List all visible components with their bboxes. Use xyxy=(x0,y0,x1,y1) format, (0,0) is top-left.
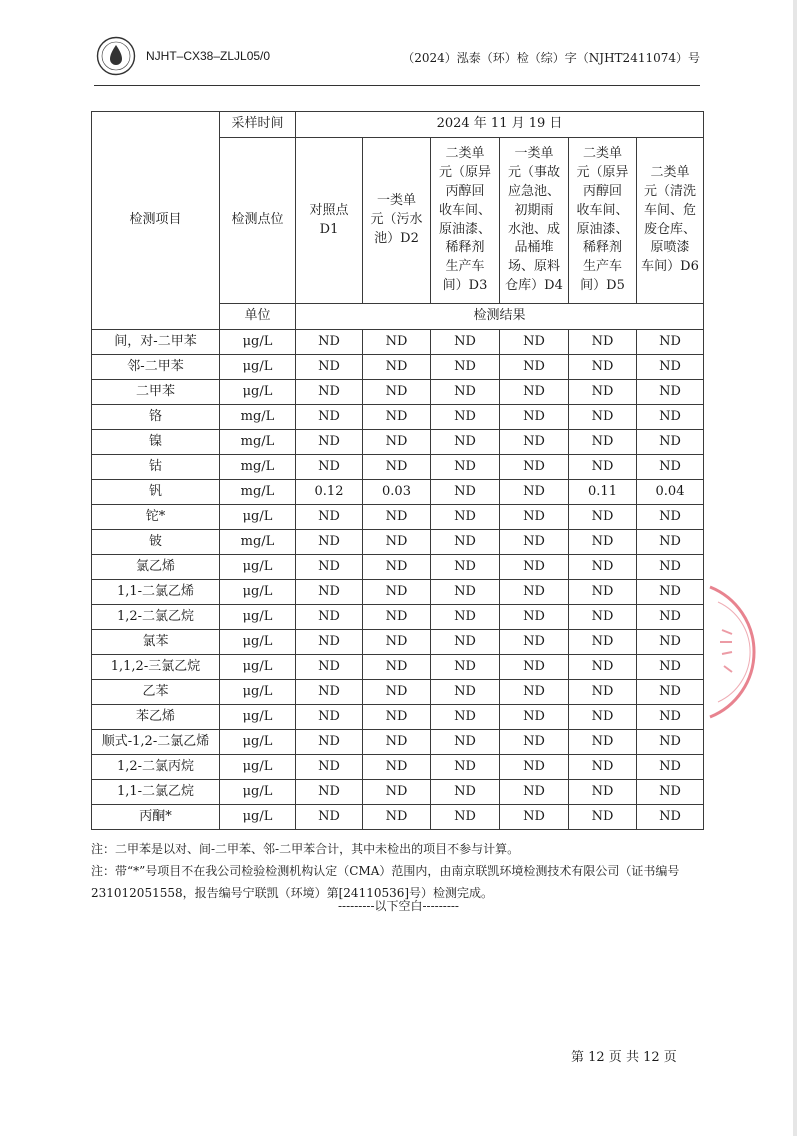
item-name: 氯乙烯 xyxy=(92,555,220,580)
result-value: 0.12 xyxy=(296,480,363,505)
result-value: ND xyxy=(431,330,500,355)
result-value: ND xyxy=(363,655,431,680)
table-row xyxy=(92,530,704,555)
item-name: 1,1-二氯乙烷 xyxy=(92,780,220,805)
result-value: ND xyxy=(500,330,569,355)
result-value: ND xyxy=(431,805,500,830)
result-value: ND xyxy=(363,755,431,780)
result-value: ND xyxy=(637,555,704,580)
result-value: ND xyxy=(569,580,637,605)
result-value: ND xyxy=(637,380,704,405)
result-value: 0.03 xyxy=(363,480,431,505)
result-value: ND xyxy=(363,430,431,455)
result-value: ND xyxy=(500,730,569,755)
item-unit: μg/L xyxy=(220,555,296,580)
result-value: ND xyxy=(637,530,704,555)
result-value: ND xyxy=(569,605,637,630)
table-row xyxy=(92,655,704,680)
item-unit: μg/L xyxy=(220,605,296,630)
result-value: ND xyxy=(500,680,569,705)
result-value: ND xyxy=(431,430,500,455)
result-value: ND xyxy=(431,355,500,380)
item-unit: μg/L xyxy=(220,380,296,405)
item-unit: μg/L xyxy=(220,680,296,705)
result-value: ND xyxy=(363,580,431,605)
result-value: ND xyxy=(569,355,637,380)
result-value: ND xyxy=(431,555,500,580)
result-value: ND xyxy=(569,680,637,705)
result-value: ND xyxy=(363,605,431,630)
item-name: 1,2-二氯乙烷 xyxy=(92,605,220,630)
result-value: ND xyxy=(637,580,704,605)
result-value: ND xyxy=(637,680,704,705)
item-unit: mg/L xyxy=(220,480,296,505)
table-row xyxy=(92,505,704,530)
table-row xyxy=(92,755,704,780)
result-value: ND xyxy=(431,655,500,680)
result-value: ND xyxy=(296,580,363,605)
table-row xyxy=(92,355,704,380)
result-value: ND xyxy=(431,705,500,730)
result-value: ND xyxy=(296,780,363,805)
notes xyxy=(91,838,705,904)
result-value: ND xyxy=(500,380,569,405)
result-value: ND xyxy=(431,580,500,605)
site-header xyxy=(363,138,431,304)
result-value: ND xyxy=(363,505,431,530)
result-value: ND xyxy=(500,705,569,730)
result-value: ND xyxy=(569,630,637,655)
result-value: ND xyxy=(363,380,431,405)
result-value: ND xyxy=(296,530,363,555)
result-value: ND xyxy=(637,430,704,455)
item-unit: mg/L xyxy=(220,405,296,430)
item-unit: μg/L xyxy=(220,705,296,730)
site-header xyxy=(637,138,704,304)
table-row xyxy=(92,455,704,480)
site-name: 二类单 元（原异 丙醇回 收车间、 原油漆、 稀释剂 生产车 间）D3 xyxy=(438,146,491,294)
header-rule xyxy=(94,85,700,86)
result-value: ND xyxy=(500,655,569,680)
item-unit: mg/L xyxy=(220,430,296,455)
result-value: ND xyxy=(431,455,500,480)
site-name: 一类单 元（事故 应急池、 初期雨 水池、成 品桶堆 场、原料 仓库）D4 xyxy=(505,146,563,294)
result-value: ND xyxy=(363,705,431,730)
table-row xyxy=(92,555,704,580)
result-value: ND xyxy=(296,455,363,480)
result-value: ND xyxy=(296,805,363,830)
result-value: ND xyxy=(500,455,569,480)
item-name: 钒 xyxy=(92,480,220,505)
result-value: ND xyxy=(569,655,637,680)
result-value: ND xyxy=(637,505,704,530)
site-name: 二类单 元（清洗 车间、危 废仓库、 原喷漆 车间）D6 xyxy=(641,164,699,275)
result-value: ND xyxy=(363,680,431,705)
item-name: 1,1,2-三氯乙烷 xyxy=(92,655,220,680)
result-value: ND xyxy=(637,805,704,830)
item-unit: μg/L xyxy=(220,330,296,355)
blank-below-marker: ---------以下空白--------- xyxy=(338,899,459,913)
sampling-date: 2024 年 11 月 19 日 xyxy=(296,112,704,138)
result-value: ND xyxy=(296,705,363,730)
result-value: ND xyxy=(296,355,363,380)
result-value: ND xyxy=(500,605,569,630)
page-header xyxy=(94,30,700,86)
result-value: ND xyxy=(500,555,569,580)
result-value: ND xyxy=(296,430,363,455)
note-cma: 注：带“*”号项目不在我公司检验检测机构认定（CMA）范围内，由南京联凯环境检测技术有限公司（证书编号231012051558，报告编号宁联凯（环境）第[24110536]号）检测完成。 xyxy=(91,864,680,900)
note-xylene: 注：二甲苯是以对、间-二甲苯、邻-二甲苯合计，其中未检出的项目不参与计算。 xyxy=(91,842,520,856)
result-value: 0.11 xyxy=(569,480,637,505)
result-value: ND xyxy=(500,355,569,380)
result-value: ND xyxy=(296,755,363,780)
item-unit: μg/L xyxy=(220,505,296,530)
result-value: ND xyxy=(569,405,637,430)
site-name: 二类单 元（原异 丙醇回 收车间、 原油漆、 稀释剂 生产车 间）D5 xyxy=(576,146,629,294)
item-unit: μg/L xyxy=(220,805,296,830)
table-row xyxy=(92,330,704,355)
table-row xyxy=(92,730,704,755)
results-table xyxy=(91,111,704,830)
item-unit: mg/L xyxy=(220,530,296,555)
result-value: ND xyxy=(363,405,431,430)
result-value: ND xyxy=(637,655,704,680)
result-value: ND xyxy=(363,530,431,555)
result-value: ND xyxy=(637,780,704,805)
item-name: 顺式-1,2-二氯乙烯 xyxy=(92,730,220,755)
result-value: ND xyxy=(431,480,500,505)
item-name: 铬 xyxy=(92,405,220,430)
item-name: 镍 xyxy=(92,430,220,455)
result-value: ND xyxy=(569,530,637,555)
item-unit: μg/L xyxy=(220,655,296,680)
result-value: ND xyxy=(296,330,363,355)
table-row xyxy=(92,705,704,730)
result-value: ND xyxy=(500,630,569,655)
result-value: ND xyxy=(569,455,637,480)
item-name: 氯苯 xyxy=(92,630,220,655)
result-value: ND xyxy=(363,355,431,380)
item-name: 邻-二甲苯 xyxy=(92,355,220,380)
item-name: 铊* xyxy=(92,505,220,530)
result-value: ND xyxy=(296,730,363,755)
red-seal-stamp xyxy=(700,582,760,722)
table-row xyxy=(92,680,704,705)
table-row xyxy=(92,780,704,805)
site-name: 对照点 D1 xyxy=(309,202,349,237)
result-value: ND xyxy=(569,805,637,830)
result-value: ND xyxy=(569,705,637,730)
table-row xyxy=(92,380,704,405)
item-unit: μg/L xyxy=(220,755,296,780)
result-value: ND xyxy=(500,505,569,530)
item-name: 钴 xyxy=(92,455,220,480)
item-unit: μg/L xyxy=(220,355,296,380)
result-value: ND xyxy=(296,555,363,580)
result-value: ND xyxy=(363,730,431,755)
result-value: ND xyxy=(500,805,569,830)
page-edge xyxy=(793,0,797,1136)
result-value: ND xyxy=(569,555,637,580)
result-value: ND xyxy=(569,330,637,355)
result-value: ND xyxy=(637,730,704,755)
table-row xyxy=(92,405,704,430)
result-value: ND xyxy=(637,705,704,730)
result-value: 0.04 xyxy=(637,480,704,505)
result-value: ND xyxy=(569,755,637,780)
result-value: ND xyxy=(431,380,500,405)
result-value: ND xyxy=(500,755,569,780)
result-value: ND xyxy=(363,780,431,805)
result-value: ND xyxy=(431,505,500,530)
item-name: 乙苯 xyxy=(92,680,220,705)
item-name: 1,2-二氯丙烷 xyxy=(92,755,220,780)
item-name: 间，对-二甲苯 xyxy=(92,330,220,355)
result-value: ND xyxy=(431,730,500,755)
table-row xyxy=(92,605,704,630)
result-value: ND xyxy=(431,405,500,430)
result-value: ND xyxy=(637,355,704,380)
table-row xyxy=(92,580,704,605)
item-unit: mg/L xyxy=(220,455,296,480)
result-value: ND xyxy=(296,655,363,680)
table-row xyxy=(92,430,704,455)
report-number: （2024）泓泰（环）检（综）字（NJHT2411074）号 xyxy=(402,51,700,65)
table-row xyxy=(92,480,704,505)
result-value: ND xyxy=(431,680,500,705)
item-header: 检测项目 xyxy=(92,112,220,330)
result-value: ND xyxy=(363,455,431,480)
item-unit: μg/L xyxy=(220,630,296,655)
item-name: 二甲苯 xyxy=(92,380,220,405)
result-value: ND xyxy=(637,330,704,355)
site-name: 一类单 元（污水 池）D2 xyxy=(370,193,423,246)
result-value: ND xyxy=(500,530,569,555)
site-header xyxy=(500,138,569,304)
site-header xyxy=(296,138,363,304)
unit-label: 单位 xyxy=(220,304,296,330)
table-row xyxy=(92,630,704,655)
result-value: ND xyxy=(296,380,363,405)
result-value: ND xyxy=(637,630,704,655)
item-name: 铍 xyxy=(92,530,220,555)
site-header xyxy=(431,138,500,304)
result-value: ND xyxy=(431,630,500,655)
result-value: ND xyxy=(500,430,569,455)
site-header xyxy=(569,138,637,304)
item-name: 丙酮* xyxy=(92,805,220,830)
result-value: ND xyxy=(363,805,431,830)
company-logo xyxy=(96,36,136,76)
result-value: ND xyxy=(431,530,500,555)
result-value: ND xyxy=(363,555,431,580)
result-value: ND xyxy=(637,605,704,630)
result-value: ND xyxy=(431,780,500,805)
result-value: ND xyxy=(363,630,431,655)
item-unit: μg/L xyxy=(220,780,296,805)
result-value: ND xyxy=(569,730,637,755)
result-value: ND xyxy=(569,380,637,405)
result-value: ND xyxy=(500,780,569,805)
result-value: ND xyxy=(296,680,363,705)
result-value: ND xyxy=(637,455,704,480)
result-value: ND xyxy=(500,580,569,605)
results-label: 检测结果 xyxy=(296,304,704,330)
result-value: ND xyxy=(569,430,637,455)
page-number: 第 12 页 共 12 页 xyxy=(571,1050,677,1065)
result-value: ND xyxy=(431,755,500,780)
result-value: ND xyxy=(569,780,637,805)
result-value: ND xyxy=(431,605,500,630)
document-code: NJHT–CX38–ZLJL05/0 xyxy=(146,49,271,63)
result-value: ND xyxy=(637,755,704,780)
sampling-time-label: 采样时间 xyxy=(220,112,296,138)
table-row xyxy=(92,805,704,830)
result-value: ND xyxy=(296,405,363,430)
result-value: ND xyxy=(296,605,363,630)
item-name: 苯乙烯 xyxy=(92,705,220,730)
item-unit: μg/L xyxy=(220,730,296,755)
result-value: ND xyxy=(637,405,704,430)
result-value: ND xyxy=(569,505,637,530)
result-value: ND xyxy=(296,505,363,530)
site-label: 检测点位 xyxy=(220,138,296,304)
result-value: ND xyxy=(500,480,569,505)
result-value: ND xyxy=(363,330,431,355)
result-value: ND xyxy=(296,630,363,655)
result-value: ND xyxy=(500,405,569,430)
item-unit: μg/L xyxy=(220,580,296,605)
item-name: 1,1-二氯乙烯 xyxy=(92,580,220,605)
